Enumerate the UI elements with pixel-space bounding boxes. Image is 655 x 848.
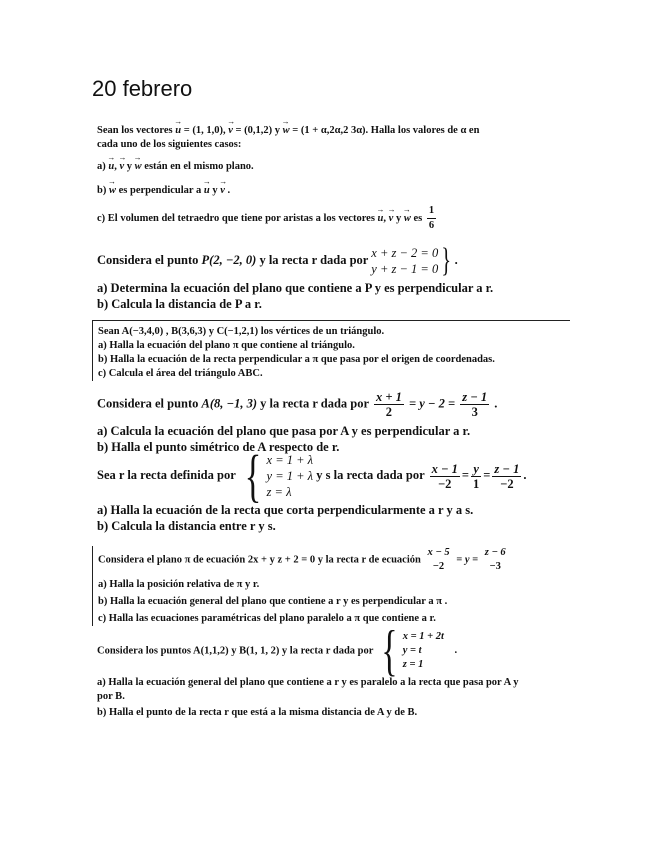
p5-fraction-y-num: y — [473, 461, 479, 476]
p2-mid: y la recta r dada por — [259, 252, 369, 267]
p1a-text: están en el mismo plano. — [144, 161, 254, 172]
problem-3-part-a: a) Halla la ecuación del plano π que contiene al triángulo. — [98, 340, 355, 351]
p6-fraction-x — [425, 546, 451, 574]
p7-lead: Considera los puntos A(1,1,2) y B(1, 1, 2) y la recta r dada por — [97, 645, 374, 657]
p1a-y: y — [126, 161, 133, 172]
p5-mid: y s la recta dada por — [316, 467, 425, 482]
vector-u: → u — [204, 184, 210, 198]
p2-equation-system — [371, 244, 454, 278]
p6-fraction-z — [483, 546, 508, 574]
p5-eq-y: y = 1 + λ — [266, 469, 314, 483]
problem-1 — [97, 124, 567, 233]
p6-fraction-x-den: −2 — [432, 561, 445, 572]
problem-1-part-a — [97, 160, 567, 174]
problem-4-statement — [97, 390, 567, 419]
p4-fraction-z-den: 3 — [471, 405, 478, 419]
p5-lead: Sea r la recta definida por — [97, 467, 236, 482]
p4-fraction-z — [460, 390, 489, 419]
problem-5-part-b: b) Calcula la distancia entre r y s. — [97, 519, 276, 533]
vector-w: → w — [109, 184, 116, 198]
p2-eq-1: x + z − 2 = 0 — [371, 246, 439, 260]
p2-end: . — [454, 252, 458, 267]
p5-eq-2: = — [483, 467, 491, 482]
problem-6-part-c: c) Halla las ecuaciones paramétricas del plano paralelo a π que contiene a r. — [98, 613, 436, 624]
problem-3-statement: Sean A(−3,4,0) , B(3,6,3) y C(−1,2,1) los vértices de un triángulo. — [98, 326, 385, 337]
p2-point: P(2, −2, 0) — [201, 252, 257, 267]
problem-6 — [92, 546, 573, 626]
problem-1-part-b — [97, 184, 567, 198]
fraction-numerator: 1 — [427, 204, 436, 219]
p4-end: . — [494, 396, 498, 411]
p5-fraction-z-num: z − 1 — [494, 461, 520, 476]
p7-eq-y: y = t — [402, 645, 422, 656]
p5-fraction-z — [492, 462, 521, 491]
problem-4-part-a: a) Calcula la ecuación del plano que pasa por A y es perpendicular a r. — [97, 424, 471, 438]
p5-fraction-x-den: −2 — [438, 476, 452, 491]
p6-lead: Considera el plano π de ecuación 2x + y z + 2 = 0 y la recta r de ecuación — [98, 554, 421, 566]
problem-7-statement — [97, 620, 572, 682]
problem-3 — [92, 320, 570, 381]
p4-lead: Considera el punto — [97, 396, 199, 411]
vector-u: → u — [108, 160, 114, 174]
problem-1-statement — [97, 124, 567, 138]
vector-w: → w — [283, 124, 290, 138]
p4-point: A(8, −1, 3) — [201, 396, 258, 411]
problem-7-part-a: a) Halla la ecuación general del plano que contiene a r y es paralelo a la recta que pasa por A y — [97, 677, 519, 688]
p7-eq-x: x = 1 + 2t — [402, 631, 444, 642]
problem-7-part-b: b) Halla el punto de la recta r que está a la misma distancia de A y de B. — [97, 707, 418, 718]
p4-mid: y la recta r dada por — [260, 396, 369, 411]
p6-fraction-x-num: x − 5 — [427, 547, 450, 558]
p5-fraction-y-den: 1 — [473, 476, 480, 491]
fraction-denominator: 6 — [428, 220, 435, 231]
left-brace-icon: { — [381, 620, 398, 682]
problem-4-part-b: b) Halla el punto simétrico de A respecto de r. — [97, 440, 340, 454]
problem-6-part-b: b) Halla la ecuación general del plano que contiene a r y es perpendicular a π . — [98, 596, 448, 607]
p1b-label: b) — [97, 185, 107, 196]
p4-fraction-x — [374, 390, 404, 419]
vector-w: → w — [135, 160, 142, 174]
p4-fraction-x-num: x + 1 — [375, 390, 402, 404]
p6-fraction-z-num: z − 6 — [484, 547, 506, 558]
p6-fraction-z-den: −3 — [489, 561, 501, 572]
page-title: 20 febrero — [92, 76, 193, 101]
problem-7-part-a-cont: por B. — [97, 691, 125, 702]
p1c-text: c) El volumen del tetraedro que tiene por aristas a los vectores — [97, 212, 375, 224]
p1b-end: . — [227, 185, 231, 196]
p1-text-1: = (1, 1,0), — [183, 125, 226, 136]
p4-fraction-z-num: z − 1 — [462, 390, 488, 404]
vector-v: → v — [228, 124, 233, 138]
p1-text-3: = (1 + α,2α,2 3α). Halla los valores de α en — [292, 125, 480, 136]
p1b-y: y — [212, 185, 218, 196]
left-brace-icon: { — [244, 443, 261, 508]
problem-1-line-2: cada uno de los siguientes casos: — [97, 139, 242, 150]
vector-u: → u — [175, 124, 181, 138]
vector-u: → u — [378, 212, 384, 226]
problem-2-part-b: b) Calcula la distancia de P a r. — [97, 297, 262, 311]
p1-text-0: Sean los vectores — [97, 125, 173, 136]
problem-2-statement — [97, 244, 567, 278]
p5-fraction-x — [430, 462, 460, 491]
p1c-y: y — [395, 212, 402, 224]
vector-v: → v — [220, 184, 225, 198]
problem-3-part-c: c) Calcula el área del triángulo ABC. — [98, 368, 263, 379]
p5-eq-z: z = λ — [266, 485, 292, 499]
p5-eq-1: = — [461, 467, 470, 482]
fraction-one-sixth — [427, 204, 436, 233]
p5-fraction-y — [471, 462, 481, 491]
problem-5-part-a: a) Halla la ecuación de la recta que corta perpendicularmente a r y a s. — [97, 503, 474, 517]
p1b-text: es perpendicular a — [118, 185, 202, 196]
p1-text-2: = (0,1,2) y — [235, 125, 280, 136]
p7-parametric-system — [376, 620, 444, 682]
p1c-es: es — [413, 212, 423, 224]
vector-w: → w — [404, 212, 411, 226]
p1a-sep: , — [114, 161, 117, 172]
p7-eq-z: z = 1 — [402, 659, 424, 670]
problem-4 — [97, 390, 567, 455]
problem-2-part-a: a) Determina la ecuación del plano que contiene a P y es perpendicular a r. — [97, 281, 494, 295]
p1a-label: a) — [97, 161, 106, 172]
problem-6-statement — [98, 546, 573, 574]
vector-v: → v — [389, 212, 394, 226]
p2-eq-2: y + z − 1 = 0 — [371, 262, 439, 276]
p5-end: . — [523, 467, 527, 482]
p1c-sep: , — [383, 212, 387, 224]
problem-1-part-c — [97, 204, 567, 233]
p7-end: . — [454, 645, 458, 657]
vector-v: → v — [119, 160, 124, 174]
p4-fraction-x-den: 2 — [385, 405, 393, 419]
problem-2 — [97, 244, 567, 312]
p5-fraction-z-den: −2 — [500, 476, 514, 491]
p2-lead: Considera el punto — [97, 252, 199, 267]
right-brace-icon: } — [441, 242, 452, 279]
p6-eq: = y = — [456, 554, 479, 566]
p5-parametric-system — [239, 443, 314, 508]
problem-6-part-a: a) Halla la posición relativa de π y r. — [98, 579, 260, 590]
problem-3-part-b: b) Halla la ecuación de la recta perpendicular a π que pasa por el origen de coordenadas. — [98, 354, 495, 365]
p4-eq: = y − 2 = — [408, 396, 456, 411]
problem-7 — [97, 620, 572, 720]
p5-fraction-x-num: x − 1 — [431, 461, 458, 476]
p5-eq-x: x = 1 + λ — [266, 453, 314, 467]
